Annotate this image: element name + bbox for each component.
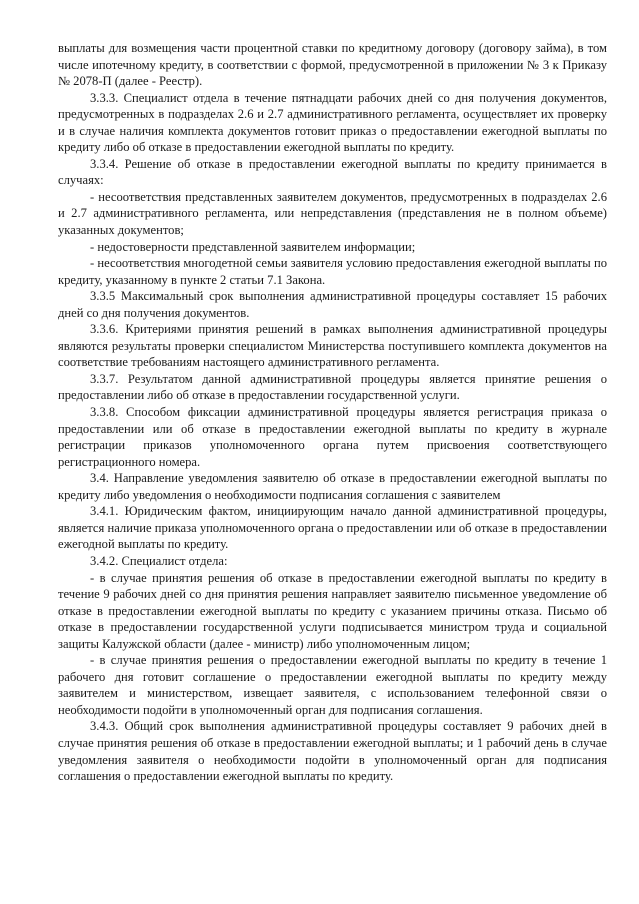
document-page [58, 40, 607, 785]
section-heading-3-4: 3.4. Направление уведомления заявителю об отказе в предоставлении ежегодной выплаты по кредиту либо уведомления о необходимости подписания соглашения с заявителем [58, 471, 607, 502]
paragraph-registry-continuation: выплаты для возмещения части процентной ставки по кредитному договору (договору займа), в том числе ипотечному кредиту, в соответствии с формой, предусмотренной в приложении № 3 к Приказу № 2078-П (далее - Реестр). [58, 41, 607, 89]
list-item-family-nonconformity: - несоответствия многодетной семьи заявителя условию предоставления ежегодной выплаты по кредиту, указанному в пункте 2 статьи 7.1 Закона. [58, 256, 607, 287]
list-item-grant-agreement: - в случае принятия решения о предоставлении ежегодной выплаты по кредиту в течение 1 рабочего дня готовит соглашение о предоставлении ежегодной выплаты по кредиту между заявителем и министерством, извещает заявителя, с использованием телефонной связи о необходимости подойти в уполномоченный орган для подписания соглашения. [58, 653, 607, 717]
paragraph-3-3-5: 3.3.5 Максимальный срок выполнения административной процедуры составляет 15 рабочих дней со дня получения документов. [58, 289, 607, 320]
paragraph-3-3-7: 3.3.7. Результатом данной административной процедуры является принятие решения о предоставлении либо об отказе в предоставлении государственной услуги. [58, 371, 607, 403]
paragraph-3-3-6: 3.3.6. Критериями принятия решений в рамках выполнения административной процедуры являются результаты проверки специалистом Министерства поступившего комплекта документов на соответствие требованиям настоящего административного регламента. [58, 322, 607, 370]
list-item-nonconformity-documents: - несоответствия представленных заявителем документов, предусмотренных в подразделах 2.6 и 2.7 административного регламента, или непредставления (представления не в полном объеме) указанных документов; [58, 189, 607, 238]
paragraph-3-4-3: 3.4.3. Общий срок выполнения административной процедуры составляет 9 рабочих дней в случае принятия решения об отказе в предоставлении ежегодной выплаты; и 1 рабочий день в случае уведомления заявителя о необходимости подойти в уполномоченный орган для подписания соглашения о предоставлении ежегодной выплаты по кредиту. [58, 719, 607, 784]
list-item-refusal-notice: - в случае принятия решения об отказе в предоставлении ежегодной выплаты по кредиту в течение 9 рабочих дней со дня принятия решения направляет заявителю письменное уведомление об отказе в предоставлении ежегодной выплаты по кредиту с указанием причины отказа. Письмо об отказе в предоставлении государственной услуги подписывается министром труда и социальной защиты Калужской области (далее - министр) либо уполномоченным лицом; [58, 570, 607, 651]
paragraph-3-3-4: 3.3.4. Решение об отказе в предоставлении ежегодной выплаты по кредиту принимается в случаях: [58, 156, 607, 188]
list-item-unreliable-info: - недостоверности представленной заявителем информации; [90, 239, 416, 254]
paragraph-3-3-8: 3.3.8. Способом фиксации административной процедуры является регистрация приказа о предоставлении или об отказе в предоставлении ежегодной выплаты по кредиту в журнале регистрации приказов уполномоченного органа путем присвоения соответствующего регистрационного номера. [58, 405, 607, 469]
paragraph-3-4-2: 3.4.2. Специалист отдела: [90, 553, 228, 568]
paragraph-3-4-1: 3.4.1. Юридическим фактом, инициирующим начало данной административной процедуры, является наличие приказа уполномоченного органа о предоставлении или об отказе в предоставлении ежегодной выплаты по кредиту. [58, 504, 607, 552]
paragraph-3-3-3: 3.3.3. Специалист отдела в течение пятнадцати рабочих дней со дня получения документов, предусмотренных в подразделах 2.6 и 2.7 административного регламента, осуществляет их проверку и в случае наличия комплекта документов готовит приказ о предоставлении ежегодной выплаты по кредиту либо об отказе в предоставлении ежегодной выплаты по кредиту. [58, 90, 607, 155]
